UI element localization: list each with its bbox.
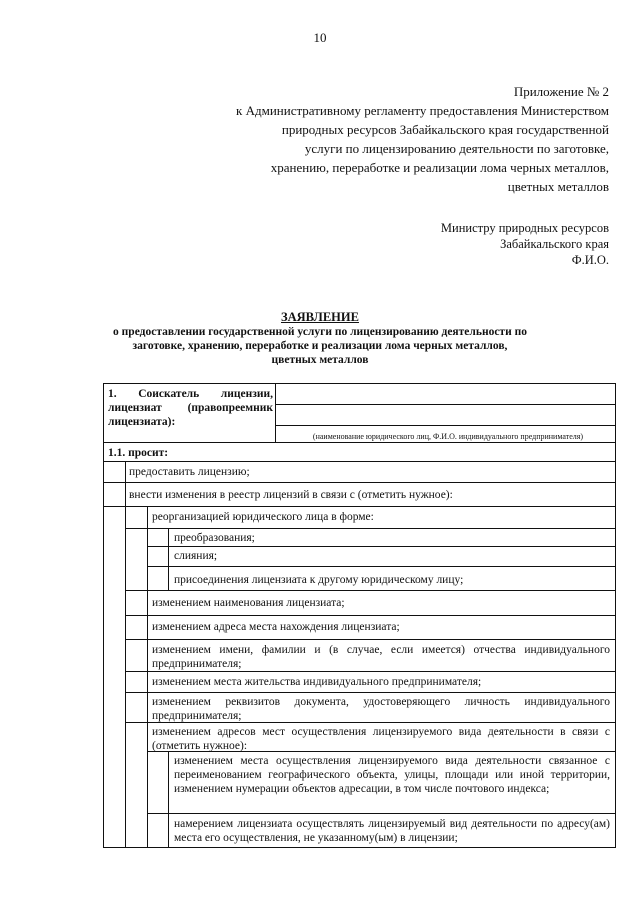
appendix-block (236, 82, 609, 196)
appendix-line: хранению, переработке и реализации лома черных металлов, (270, 160, 609, 175)
applicant-label: 1. Соискатель лицензии, лицензиат (правопреемник лицензиата): (108, 388, 273, 428)
checkbox-name-change[interactable] (126, 591, 146, 615)
addressee-line: Забайкальского края (500, 237, 609, 251)
appendix-line: к Административному регламенту предоставления Министерством (236, 103, 609, 118)
checkbox-transformation[interactable] (148, 529, 167, 545)
addressee-block (441, 220, 609, 268)
option-address-change: изменением адреса места нахождения лицензиата; (152, 621, 400, 633)
option-activity-address-change: изменением адресов мест осуществления лицензируемого вида деятельности в связи с (отметить нужное): (152, 726, 610, 752)
option-residence-change: изменением места жительства индивидуального предпринимателя; (152, 676, 482, 688)
option-transformation: преобразования; (174, 532, 255, 544)
appendix-line: природных ресурсов Забайкальского края государственной (281, 122, 609, 137)
option-accession: присоединения лицензиата к другому юридическому лицу; (174, 574, 464, 586)
checkbox-id-document-change[interactable] (126, 693, 146, 722)
option-merger: слияния; (174, 550, 218, 562)
option-reorganization: реорганизацией юридического лица в форме: (152, 511, 374, 523)
request-label: 1.1. просит: (108, 447, 169, 459)
addressee-line: Министру природных ресурсов (440, 221, 609, 235)
appendix-line: цветных металлов (507, 179, 609, 194)
appendix-title: Приложение № 2 (513, 84, 609, 99)
document-subtitle: о предоставлении государственной услуги по лицензированию деятельности по заготовке, хранению, переработке и реализации лома черных металлов, цветных металлов (113, 326, 527, 366)
applicant-name-field-1[interactable] (276, 386, 616, 403)
request-table (103, 443, 616, 848)
page-number: 10 (313, 30, 327, 45)
applicant-table (103, 383, 616, 443)
checkbox-person-name-change[interactable] (126, 640, 146, 671)
option-amend-registry: внести изменения в реестр лицензий в связи с (отметить нужное): (129, 489, 453, 501)
option-person-name-change: изменением имени, фамилии и (в случае, если имеется) отчества индивидуального предпринимателя; (152, 644, 610, 670)
addressee-line: Ф.И.О. (571, 253, 609, 267)
checkbox-amend-registry[interactable] (105, 483, 124, 506)
option-new-address: намерением лицензиата осуществлять лицензируемый вид деятельности по адресу(ам) места его осуществления, не указанному(ым) в лицензии; (174, 818, 610, 844)
checkbox-reorganization[interactable] (126, 507, 146, 527)
checkbox-address-change[interactable] (126, 616, 146, 639)
appendix-line: услуги по лицензированию деятельности по заготовке, (304, 141, 609, 156)
document-title: ЗАЯВЛЕНИЕ (281, 310, 359, 324)
checkbox-merger[interactable] (148, 547, 167, 565)
applicant-caption: (наименование юридического лиц, Ф.И.О. индивидуального предпринимателя) (312, 432, 584, 441)
option-renaming: изменением места осуществления лицензируемого вида деятельности связанное с переименованием географического объекта, улицы, площади или иной территории, изменением нумерации объектов адресации, в том числе почтового индекса; (174, 755, 610, 795)
checkbox-residence-change[interactable] (126, 672, 146, 692)
checkbox-grant-license[interactable] (105, 462, 124, 482)
checkbox-activity-address-change[interactable] (126, 723, 146, 751)
checkbox-renaming[interactable] (148, 752, 167, 813)
checkbox-accession[interactable] (148, 567, 167, 590)
applicant-name-field-2[interactable] (276, 406, 616, 424)
checkbox-new-address[interactable] (148, 814, 167, 847)
option-name-change: изменением наименования лицензиата; (152, 597, 345, 609)
option-id-document-change: изменением реквизитов документа, удостоверяющего личность индивидуального предпринимателя; (152, 696, 610, 722)
option-grant-license: предоставить лицензию; (129, 466, 250, 478)
